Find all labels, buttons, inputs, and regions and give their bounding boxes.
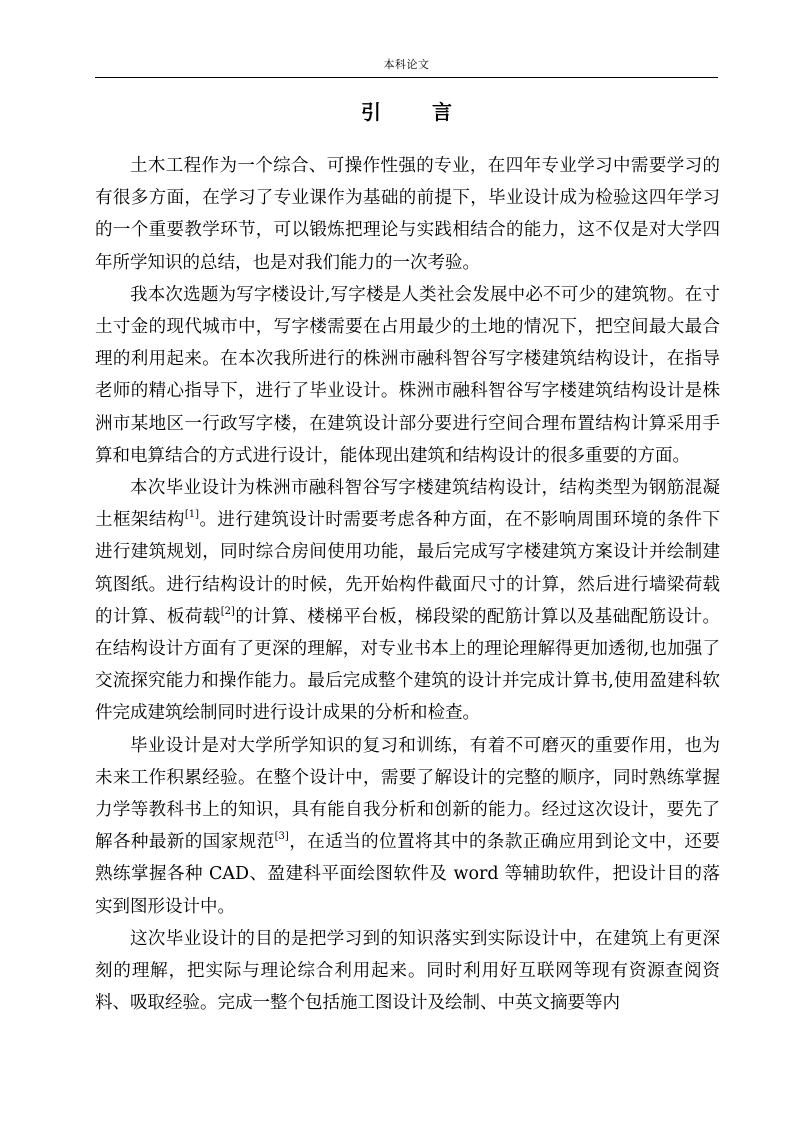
paragraph-text: 土木工程作为一个综合、可操作性强的专业，在四年专业学习中需要学习的有很多方面，在学习了专业课作为基础的前提下，毕业设计成为检验这四年学习的一个重要教学环节，可以锻炼把理论与实践相结合的能力，这不仅是对大学四年所学知识的总结，也是对我们能力的一次考验。 [95, 156, 720, 273]
paragraph-2 [95, 279, 720, 472]
citation-2: [2] [220, 605, 235, 617]
body-text [95, 150, 720, 1019]
citation-3: [3] [274, 831, 289, 843]
paragraph-text: 毕业设计是对大学所学知识的复习和训练，有着不可磨灭的重要作用，也为未来工作积累经验。在整个设计中，需要了解设计的完整的顺序，同时熟练掌握力学等教科书上的知识，具有能自我分析和创新的能力。经过这次设计，要先了解各种最新的国家规范 [95, 735, 720, 853]
paragraph-4 [95, 730, 720, 923]
paragraph-text: 我本次选题为写字楼设计,写字楼是人类社会发展中必不可少的建筑物。在寸土寸金的现代城市中，写字楼需要在占用最少的土地的情况下，把空间最大最合理的利用起来。在本次我所进行的株洲市融科智谷写字楼建筑结构设计，在指导老师的精心指导下，进行了毕业设计。株洲市融科智谷写字楼建筑结构设计是株洲市某地区一行政写字楼，在建筑设计部分要进行空间合理布置结构计算采用手算和电算结合的方式进行设计，能体现出建筑和结构设计的很多重要的方面。 [95, 284, 720, 466]
paragraph-1 [95, 150, 720, 279]
paragraph-text: 。进行建筑设计时需要考虑各种方面，在不影响周围环境的条件下进行建筑规划，同时综合房间使用功能，最后完成写字楼建筑方案设计并绘制建筑图纸。进行结构设计的时候，先开始构件截面尺寸的计算，然后进行墙梁荷载的计算、板荷载 [95, 510, 720, 627]
citation-1: [1] [184, 509, 199, 521]
page-header: 本科论文 [383, 58, 430, 71]
paragraph-text: 本次毕业设计为株洲市融科智谷写字楼建筑结构设计，结构类型为钢筋混凝土框架结构 [95, 478, 720, 531]
paragraph-text: 的计算、楼梯平台板，梯段梁的配筋计算以及基础配筋设计。在结构设计方面有了更深的理解，对专业书本上的理论理解得更加透彻,也加强了交流探究能力和操作能力。最后完成整个建筑的设计并完成计算书,使用盈建科软件完成建筑绘制同时进行设计成果的分析和检查。 [95, 606, 721, 724]
paragraph-text: 这次毕业设计的目的是把学习到的知识落实到实际设计中，在建筑上有更深刻的理解，把实际与理论综合利用起来。同时利用好互联网等现有资源查阅资料、吸取经验。完成一整个包括施工图设计及绘制、中英文摘要等内 [95, 928, 720, 1014]
section-title: 引 言 [361, 100, 474, 124]
paragraph-5 [95, 923, 720, 1020]
header-divider [95, 77, 718, 78]
paragraph-text: ，在适当的位置将其中的条款正确应用到论文中，还要熟练掌握各种 CAD、盈建科平面绘图软件及 word 等辅助软件，把设计目的落实到图形设计中。 [95, 832, 720, 917]
paragraph-3 [95, 472, 720, 730]
